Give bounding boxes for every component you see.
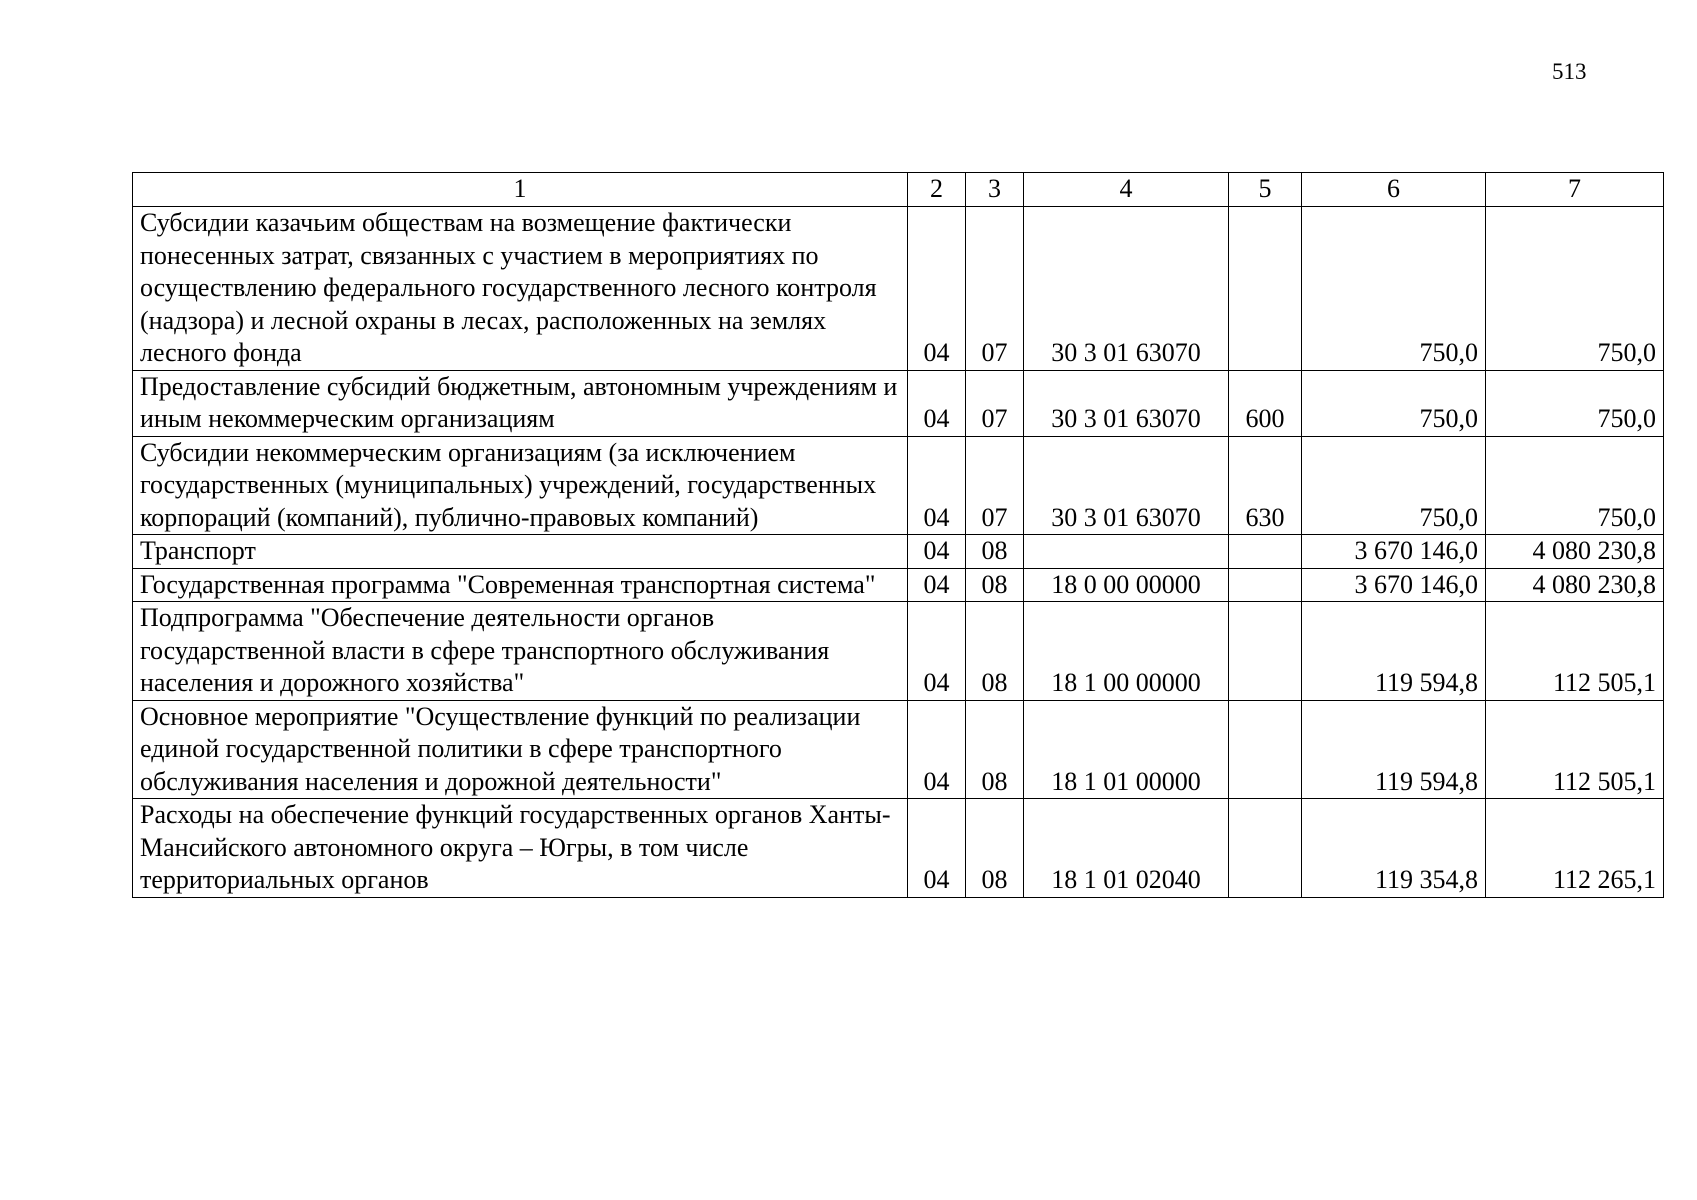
row-vr [1229, 799, 1302, 898]
row-csr [1024, 535, 1229, 569]
row-sum-1: 750,0 [1302, 436, 1486, 535]
row-sum-2: 750,0 [1486, 436, 1664, 535]
row-rz: 04 [908, 568, 966, 602]
row-pr: 08 [966, 602, 1024, 701]
row-pr: 08 [966, 568, 1024, 602]
table-row [133, 700, 1664, 799]
row-pr: 08 [966, 799, 1024, 898]
row-rz: 04 [908, 436, 966, 535]
row-pr: 07 [966, 370, 1024, 436]
col-header-3: 3 [966, 173, 1024, 207]
row-pr: 08 [966, 700, 1024, 799]
row-csr: 18 0 00 00000 [1024, 568, 1229, 602]
row-vr [1229, 535, 1302, 569]
row-name: Предоставление субсидий бюджетным, автономным учреждениям и иным некоммерческим организациям [133, 370, 908, 436]
page-number: 513 [1552, 59, 1587, 84]
row-name: Расходы на обеспечение функций государственных органов Ханты-Мансийского автономного округа – Югры, в том числе территориальных органов [133, 799, 908, 898]
row-sum-1: 3 670 146,0 [1302, 535, 1486, 569]
row-name: Субсидии некоммерческим организациям (за исключением государственных (муниципальных) учреждений, государственных корпораций (компаний), публично-правовых компаний) [133, 436, 908, 535]
table-row [133, 436, 1664, 535]
row-pr: 08 [966, 535, 1024, 569]
row-rz: 04 [908, 602, 966, 701]
row-name: Подпрограмма "Обеспечение деятельности органов государственной власти в сфере транспортного обслуживания населения и дорожного хозяйства" [133, 602, 908, 701]
row-rz: 04 [908, 799, 966, 898]
col-header-7: 7 [1486, 173, 1664, 207]
row-sum-1: 750,0 [1302, 370, 1486, 436]
table-row [133, 207, 1664, 371]
row-sum-2: 112 265,1 [1486, 799, 1664, 898]
row-vr [1229, 568, 1302, 602]
row-name: Транспорт [133, 535, 908, 569]
row-rz: 04 [908, 700, 966, 799]
row-vr: 630 [1229, 436, 1302, 535]
row-sum-2: 4 080 230,8 [1486, 535, 1664, 569]
row-sum-1: 3 670 146,0 [1302, 568, 1486, 602]
row-sum-1: 119 594,8 [1302, 602, 1486, 701]
header-row [133, 173, 1664, 207]
row-sum-1: 119 594,8 [1302, 700, 1486, 799]
row-csr: 18 1 01 00000 [1024, 700, 1229, 799]
row-sum-2: 750,0 [1486, 207, 1664, 371]
row-rz: 04 [908, 370, 966, 436]
row-csr: 18 1 00 00000 [1024, 602, 1229, 701]
table-row [133, 602, 1664, 701]
row-vr [1229, 700, 1302, 799]
row-csr: 30 3 01 63070 [1024, 370, 1229, 436]
row-vr [1229, 207, 1302, 371]
row-csr: 30 3 01 63070 [1024, 436, 1229, 535]
row-name: Субсидии казачьим обществам на возмещение фактически понесенных затрат, связанных с участием в мероприятиях по осуществлению федерального государственного лесного контроля (надзора) и лесной охраны в лесах, расположенных на землях лесного фонда [133, 207, 908, 371]
row-csr: 30 3 01 63070 [1024, 207, 1229, 371]
row-pr: 07 [966, 207, 1024, 371]
col-header-1: 1 [133, 173, 908, 207]
row-rz: 04 [908, 535, 966, 569]
row-pr: 07 [966, 436, 1024, 535]
row-name: Основное мероприятие "Осуществление функций по реализации единой государственной политики в сфере транспортного обслуживания населения и дорожной деятельности" [133, 700, 908, 799]
row-vr [1229, 602, 1302, 701]
col-header-4: 4 [1024, 173, 1229, 207]
row-sum-1: 750,0 [1302, 207, 1486, 371]
row-name: Государственная программа "Современная транспортная система" [133, 568, 908, 602]
table-row [133, 535, 1664, 569]
table-row [133, 799, 1664, 898]
row-sum-2: 750,0 [1486, 370, 1664, 436]
table-row [133, 370, 1664, 436]
col-header-2: 2 [908, 173, 966, 207]
row-sum-2: 112 505,1 [1486, 602, 1664, 701]
row-vr: 600 [1229, 370, 1302, 436]
col-header-5: 5 [1229, 173, 1302, 207]
row-csr: 18 1 01 02040 [1024, 799, 1229, 898]
row-sum-2: 112 505,1 [1486, 700, 1664, 799]
budget-table [132, 172, 1664, 898]
col-header-6: 6 [1302, 173, 1486, 207]
table-row [133, 568, 1664, 602]
row-rz: 04 [908, 207, 966, 371]
row-sum-1: 119 354,8 [1302, 799, 1486, 898]
row-sum-2: 4 080 230,8 [1486, 568, 1664, 602]
